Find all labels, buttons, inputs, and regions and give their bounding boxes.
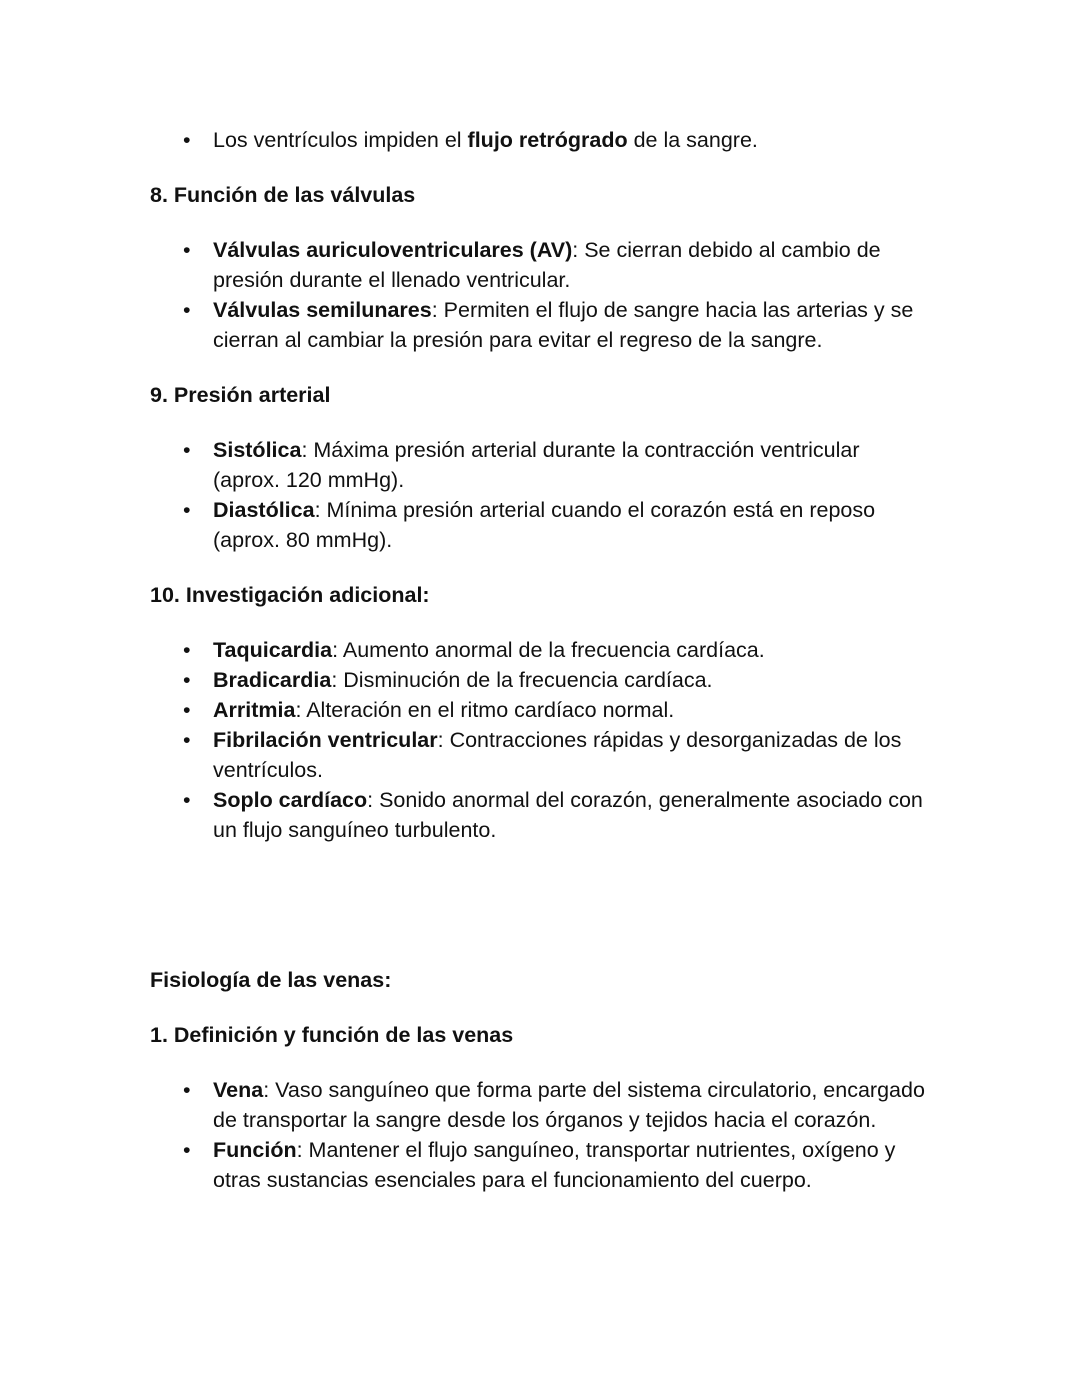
item-text: : Disminución de la frecuencia cardíaca. [331, 668, 713, 692]
item-text: : Se cierran debido al cambio de presión durante el llenado ventricular. [213, 238, 881, 292]
list-item [213, 635, 925, 665]
bullet-list [150, 125, 930, 155]
list-item [213, 665, 925, 695]
item-text: de la sangre. [627, 128, 758, 152]
item-term: Diastólica [213, 498, 315, 522]
item-term: Vena [213, 1078, 264, 1102]
item-term: Función [213, 1138, 297, 1162]
item-term: Sistólica [213, 438, 302, 462]
list-item [213, 235, 925, 295]
list-item [213, 295, 925, 355]
section-heading: 8. Función de las válvulas [150, 183, 416, 207]
bullet-list [150, 435, 930, 555]
bullet-list [150, 235, 930, 355]
item-term: Válvulas semilunares [213, 298, 432, 322]
item-text: : Alteración en el ritmo cardíaco normal. [295, 698, 675, 722]
section-heading: 1. Definición y función de las venas [150, 1023, 514, 1047]
item-text: : Permiten el flujo de sangre hacia las arterias y se cierran al cambiar la presión para evitar el regreso de la sangre. [213, 298, 914, 352]
item-text: : Vaso sanguíneo que forma parte del sistema circulatorio, encargado de transportar la sangre desde los órganos y tejidos hacia el corazón. [213, 1078, 925, 1132]
item-text: : Máxima presión arterial durante la contracción ventricular (aprox. 120 mmHg). [213, 438, 860, 492]
item-text: : Sonido anormal del corazón, generalmente asociado con un flujo sanguíneo turbulento. [213, 788, 923, 842]
item-term: flujo retrógrado [467, 128, 628, 152]
list-item [213, 125, 925, 155]
list-item [213, 435, 925, 495]
item-term: Fibrilación ventricular [213, 728, 438, 752]
bullet-list [150, 1075, 930, 1195]
item-text: : Aumento anormal de la frecuencia cardíaca. [332, 638, 765, 662]
list-item [213, 495, 925, 555]
item-term: Arritmia [213, 698, 296, 722]
item-text: : Mantener el flujo sanguíneo, transportar nutrientes, oxígeno y otras sustancias esenciales para el funcionamiento del cuerpo. [213, 1138, 896, 1192]
bullet-list [150, 635, 930, 845]
list-item [213, 1075, 925, 1135]
list-item [213, 1135, 925, 1195]
spacer [150, 845, 930, 940]
section-heading: 10. Investigación adicional: [150, 583, 430, 607]
list-item [213, 785, 925, 845]
list-item [213, 695, 925, 725]
section-heading: Fisiología de las venas: [150, 968, 392, 992]
item-text: : Contracciones rápidas y desorganizadas de los ventrículos. [213, 728, 902, 782]
section-heading: 9. Presión arterial [150, 383, 331, 407]
item-term: Bradicardia [213, 668, 332, 692]
item-text: Los ventrículos impiden el [213, 128, 468, 152]
item-term: Soplo cardíaco [213, 788, 368, 812]
item-term: Válvulas auriculoventriculares (AV) [213, 238, 573, 262]
item-term: Taquicardia [213, 638, 333, 662]
list-item [213, 725, 925, 785]
item-text: : Mínima presión arterial cuando el corazón está en reposo (aprox. 80 mmHg). [213, 498, 876, 552]
document-body [150, 125, 930, 1195]
